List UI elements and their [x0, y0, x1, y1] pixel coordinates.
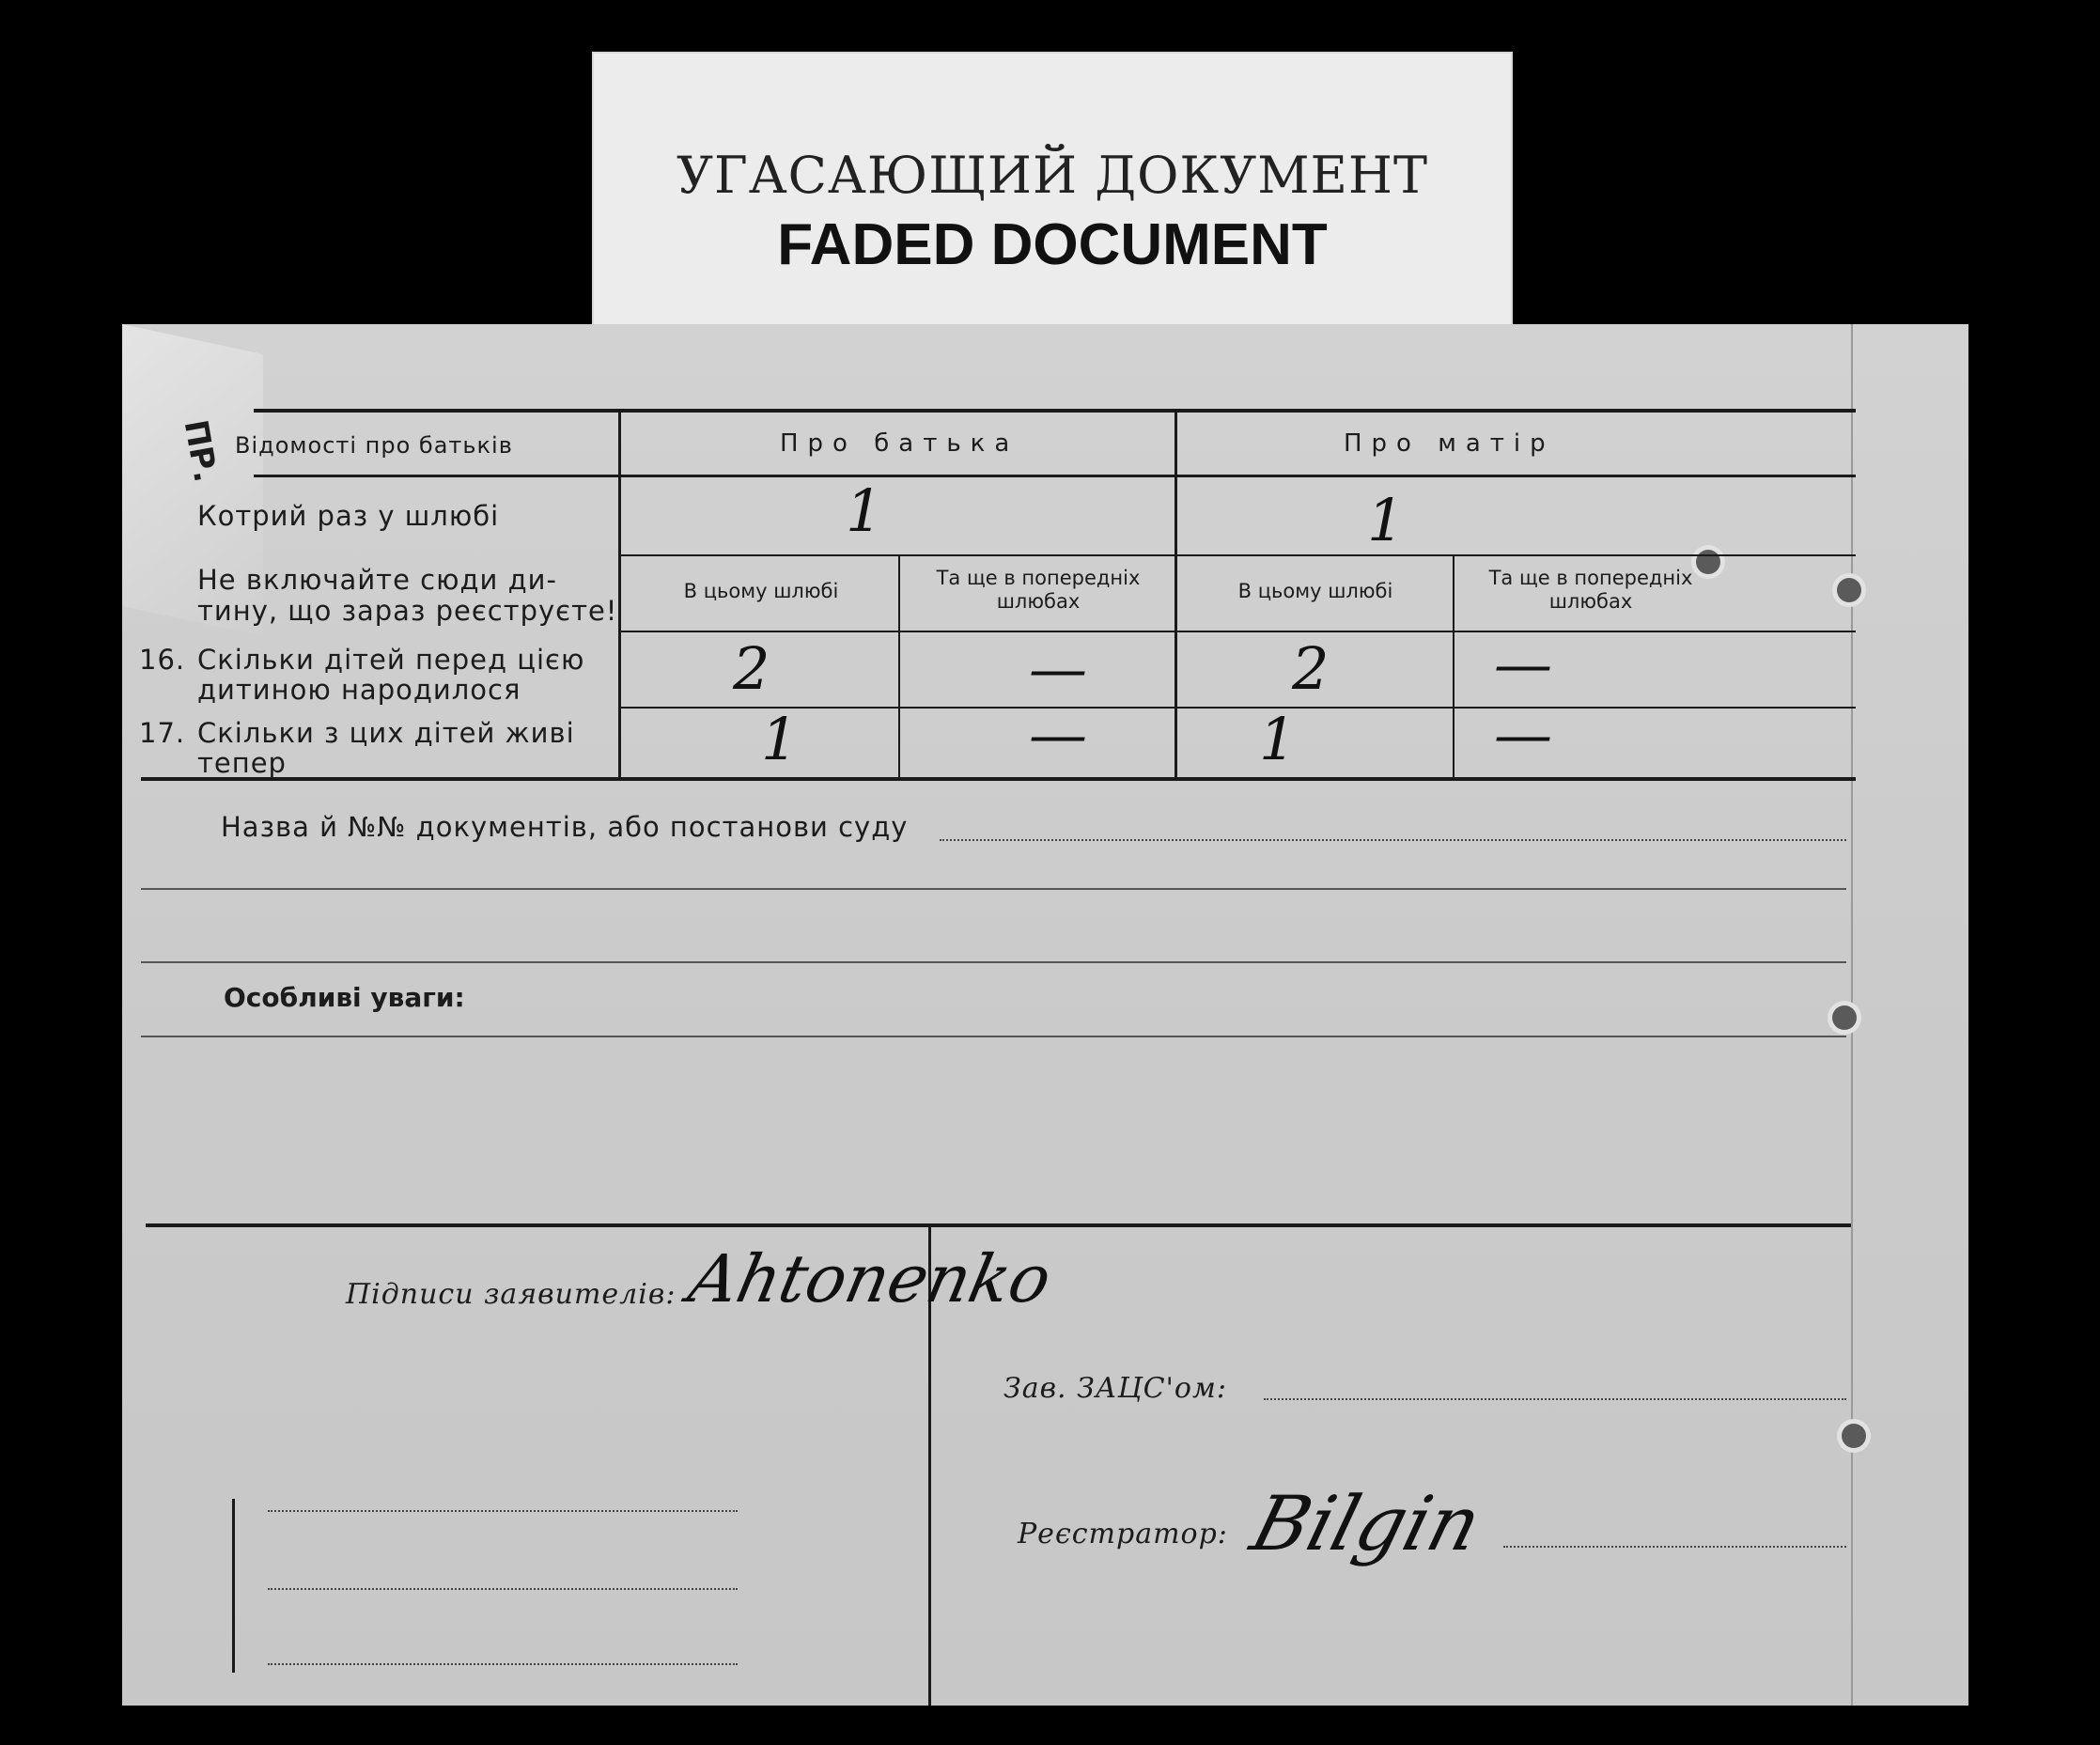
documents-label: Назва й №№ документів, або постанови суду [221, 811, 909, 843]
faded-document-label [592, 52, 1513, 334]
applicant-signature: Ahtonenko [682, 1240, 1058, 1317]
subheader-this-marriage-father: В цьому шлюбі [683, 580, 839, 602]
remarks-line [141, 1036, 1846, 1037]
table-top-rule [254, 409, 1856, 413]
row17-line-2: тепер [197, 747, 287, 779]
label-ru: УГАСАЮЩИЙ ДОКУМЕНТ [676, 146, 1429, 205]
table-header-rule [254, 475, 1856, 477]
row16-mother-prev: — [1494, 630, 1552, 698]
table-row17-rule [620, 707, 1856, 709]
note-line-1: Не включайте сюди ди- [197, 564, 557, 596]
table-sub-rule [620, 554, 1856, 556]
table-col-mother [1174, 409, 1177, 779]
row16-father-prev: — [1029, 634, 1087, 703]
bracket-line-2 [268, 1588, 738, 1590]
remarks-label: Особливі уваги: [224, 982, 465, 1013]
row17-mother-this: 1 [1259, 705, 1297, 773]
registrar-signature: Bilgin [1242, 1480, 1490, 1567]
stamp-bracket [232, 1499, 235, 1673]
table-col-father [618, 409, 621, 779]
row17-father-this: 1 [761, 705, 799, 773]
table-row16-rule [620, 631, 1856, 632]
bracket-line-3 [268, 1663, 738, 1665]
row16-mother-this: 2 [1292, 634, 1330, 703]
header-about-father: Про батька [780, 429, 1019, 458]
documents-line-2 [141, 888, 1846, 890]
row-marriage-label: Котрий раз у шлюбі [197, 500, 500, 532]
handwritten-marriage-father: 1 [846, 476, 883, 545]
table-col-mother-prev [1453, 554, 1454, 779]
table-col-father-prev [898, 554, 900, 779]
table-bottom-rule [141, 777, 1856, 781]
row17-line-1: Скільки з цих дітей живі [197, 717, 575, 749]
row16-line-2: дитиною народилося [197, 674, 521, 706]
documents-line-3 [141, 961, 1846, 963]
row16-line-1: Скільки дітей перед цією [197, 644, 585, 676]
head-of-registry-line [1264, 1398, 1846, 1400]
row17-father-prev: — [1029, 700, 1087, 769]
punch-hole [1842, 1424, 1866, 1448]
subheader-this-marriage-mother: В цьому шлюбі [1237, 580, 1393, 602]
row16-number: 16. [139, 644, 186, 676]
row17-number: 17. [139, 717, 186, 749]
subheader-prev-marriage-mother: Та ще в попередніх шлюбах [1488, 567, 1693, 613]
row16-father-this: 2 [733, 634, 770, 703]
label-en: FADED DOCUMENT [777, 212, 1328, 277]
document-sheet [122, 324, 1968, 1706]
head-of-registry-label: Зав. ЗАЦС'ом: [1003, 1372, 1227, 1405]
punch-hole [1832, 1005, 1857, 1030]
applicants-signatures-label: Підписи заявителів: [346, 1278, 677, 1311]
punch-hole [1837, 578, 1861, 602]
documents-line [940, 839, 1846, 841]
header-about-mother: Про матір [1344, 429, 1555, 458]
signature-section-rule [146, 1223, 1851, 1227]
row17-mother-prev: — [1494, 700, 1552, 769]
subheader-prev-marriage-father: Та ще в попередніх шлюбах [936, 567, 1141, 613]
registrar-label: Реєстратор: [1018, 1518, 1228, 1550]
registrar-line [1503, 1546, 1846, 1548]
note-line-2: тину, що зараз реєструєте! [197, 595, 618, 627]
margin-note: ПР. [176, 416, 225, 486]
bracket-line-1 [268, 1510, 738, 1512]
handwritten-marriage-mother: 1 [1367, 486, 1405, 554]
header-parents-info: Відомості про батьків [235, 432, 513, 459]
